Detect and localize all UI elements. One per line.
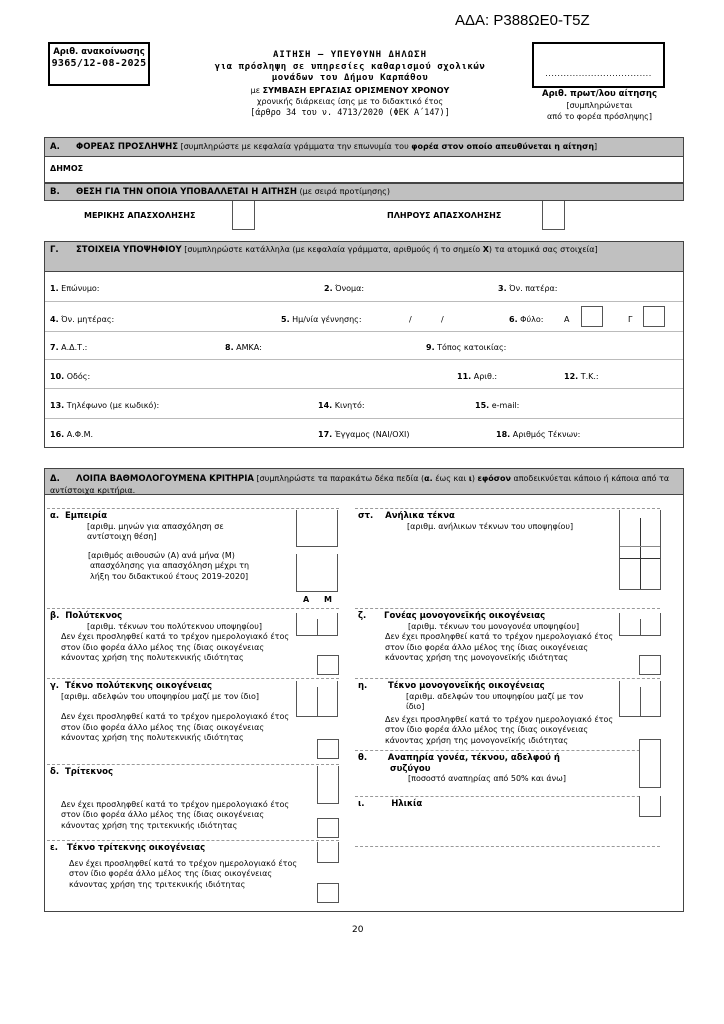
large-family-child-usage-checkbox[interactable] xyxy=(317,739,339,759)
age-box[interactable] xyxy=(639,796,661,817)
col-m-label: Μ xyxy=(324,595,332,604)
three-child-count-box[interactable] xyxy=(317,766,339,804)
field-married[interactable]: 17. Έγγαμος (ΝΑΙ/ΟΧΙ) xyxy=(318,430,410,439)
criterion-e: ε. Τέκνο τρίτεκνης οικογένειας Δεν έχει προσληφθεί κατά το τρέχον ημερολογιακό έτος στον ίδιο φορέα άλλο μέλος της ίδιας οικογένειας κάνοντας χρήση της τριτεκνικής ιδιότητας xyxy=(50,843,298,889)
criterion-b: β. Πολύτεκνος [αριθμ. τέκνων του πολύτεκνου υποψηφίου] Δεν έχει προσληφθεί κατά το τρέχον ημερολογιακό έτος στον ίδιο φορέα άλλο μέλος της ίδιας οικογένειας κάνοντας χρήση της πολυτεκνικής ιδιότητας xyxy=(50,611,290,662)
section-d-header xyxy=(44,468,684,495)
col-a-label: Α xyxy=(303,595,310,604)
single-parent-child-count-box[interactable] xyxy=(619,681,661,717)
section-d-note-mid2: ) xyxy=(471,474,478,483)
option-full-checkbox[interactable] xyxy=(542,201,565,230)
gender-male-label: Α xyxy=(564,315,570,324)
experience-months-box[interactable] xyxy=(296,510,338,547)
criterion-st: στ. Ανήλικα τέκνα [αριθμ. ανήλικων τέκνων του υποψηφίου] xyxy=(358,511,574,531)
section-g-note: [συμπληρώστε κατάλληλα (με κεφαλαία γράμματα, αριθμούς ή το σημείο xyxy=(181,245,483,254)
criteria-box xyxy=(44,494,684,912)
section-g-note-bold: Χ xyxy=(482,245,489,254)
option-partial-checkbox[interactable] xyxy=(232,201,255,230)
field-id-card[interactable]: 7. Α.Δ.Τ.: xyxy=(50,343,88,352)
field-first-name[interactable]: 2. Όνομα: xyxy=(324,284,365,293)
section-g-title: ΣΤΟΙΧΕΙΑ ΥΠΟΨΗΦΙΟΥ xyxy=(76,245,182,255)
protocol-note-1: [συμπληρώνεται xyxy=(566,101,633,110)
field-birth-date[interactable]: 5. Ημ/νία γέννησης: xyxy=(281,315,362,324)
large-family-child-count-box[interactable] xyxy=(296,681,338,717)
section-a-code: Α. xyxy=(50,142,60,152)
field-father-name[interactable]: 3. Όν. πατέρα: xyxy=(498,284,558,293)
gender-female-checkbox[interactable] xyxy=(643,306,665,327)
protocol-number-box[interactable] xyxy=(532,42,665,88)
experience-rooms-box[interactable] xyxy=(296,554,338,592)
minor-children-count-box[interactable] xyxy=(619,510,661,590)
section-g-code: Γ. xyxy=(50,245,59,255)
criterion-g: γ. Τέκνο πολύτεκνης οικογένειας [αριθμ. αδελφών του υποψηφίου μαζί με τον ίδιο] Δεν έχει προσληφθεί κατά το τρέχον ημερολογιακό έτος στον ίδιο φορέα άλλο μέλος της ίδιας οικογένειας κάνοντας χρήση της πολυτεκνικής ιδιότητας xyxy=(50,681,290,742)
section-d-code: Δ. xyxy=(50,474,60,484)
field-postal-code[interactable]: 12. Τ.Κ.: xyxy=(564,372,599,381)
field-surname[interactable]: 1. Επώνυμο: xyxy=(50,284,100,293)
candidate-details-box xyxy=(44,271,684,448)
field-gender: 6. Φύλο: xyxy=(509,315,544,324)
option-partial-label: ΜΕΡΙΚΗΣ ΑΠΑΣΧΟΛΗΣΗΣ xyxy=(84,211,196,220)
field-tax-id[interactable]: 16. Α.Φ.Μ. xyxy=(50,430,94,439)
title-line-3: μονάδων του Δήμου Καρπάθου xyxy=(271,73,429,84)
three-child-usage-checkbox[interactable] xyxy=(317,818,339,838)
field-children-count[interactable]: 18. Αριθμός Τέκνων: xyxy=(496,430,581,439)
title-line-6: [άρθρο 34 του ν. 4713/2020 (ΦΕΚ Α΄147)] xyxy=(250,107,450,118)
field-mobile[interactable]: 14. Κινητό: xyxy=(318,401,365,410)
protocol-note-2: από το φορέα πρόσληψης] xyxy=(547,112,652,121)
section-d-note-b2: ι xyxy=(468,474,472,483)
section-a-title: ΦΟΡΕΑΣ ΠΡΟΣΛΗΨΗΣ xyxy=(76,142,179,152)
section-g-header xyxy=(44,241,684,272)
criterion-d: δ. Τρίτεκνος Δεν έχει προσληφθεί κατά το τρέχον ημερολογιακό έτος στον ίδιο φορέα άλλο μέλος της ίδιας οικογένειας κάνοντας χρήση της τριτεκνικής ιδιότητας xyxy=(50,767,290,830)
section-a-header xyxy=(44,137,684,157)
section-d-note-mid: έως και xyxy=(432,474,469,483)
field-street-number[interactable]: 11. Αριθ.: xyxy=(457,372,498,381)
section-b-note: (με σειρά προτίμησης) xyxy=(296,187,390,196)
section-d-title: ΛΟΙΠΑ ΒΑΘΜΟΛΟΓΟΥΜΕΝΑ ΚΡΙΤΗΡΙΑ xyxy=(76,474,254,484)
three-child-family-count-box[interactable] xyxy=(317,842,339,863)
section-b-header xyxy=(44,183,684,201)
protocol-caption xyxy=(532,89,667,122)
large-family-usage-checkbox[interactable] xyxy=(317,655,339,675)
title-line-1: ΑΙΤΗΣΗ – ΥΠΕΥΘΥΝΗ ΔΗΛΩΣΗ xyxy=(272,50,428,60)
section-a-note-end: ] xyxy=(594,142,598,151)
announcement-number: 9365/12-08-2025 xyxy=(51,58,147,69)
criterion-z: ζ. Γονέας μονογονεϊκής οικογένειας [αριθμ. τέκνων του μονογονέα υποψηφίου] Δεν έχει προσληφθεί κατά το τρέχον ημερολογιακό έτος στον ίδιο φορέα άλλο μέλος της ίδιας οικογένειας κάνοντας χρήση της μονογονεϊκής ιδιότητας xyxy=(358,611,614,662)
protocol-label: Αριθ. πρωτ/λου αίτησης xyxy=(542,89,657,99)
field-email[interactable]: 15. e-mail: xyxy=(475,401,520,410)
section-g-note-end: ) τα ατομικά σας στοιχεία] xyxy=(488,245,598,254)
field-residence[interactable]: 9. Τόπος κατοικίας: xyxy=(426,343,507,352)
section-a-note: [συμπληρώστε με κεφαλαία γράμματα την επωνυμία του xyxy=(178,142,412,151)
three-child-family-usage-checkbox[interactable] xyxy=(317,883,339,903)
section-b-title: ΘΕΣΗ ΓΙΑ ΤΗΝ ΟΠΟΙΑ ΥΠΟΒΑΛΛΕΤΑΙ Η ΑΙΤΗΣΗ xyxy=(76,187,297,197)
field-mother-name[interactable]: 4. Όν. μητέρας: xyxy=(50,315,115,324)
title-line-2: για πρόσληψη σε υπηρεσίες καθαρισμού σχολικών xyxy=(214,61,486,72)
field-street[interactable]: 10. Οδός: xyxy=(50,372,91,381)
section-d-note-b1: α. xyxy=(424,474,433,483)
criterion-a: α. Εμπειρία [αριθμ. μηνών για απασχόληση σε αντίστοιχη θέση] [αριθμός αιθουσών (Α) ανά μήνα (Μ) απασχόλησης για απασχόληση μέχρι τη λήξη του διδακτικού έτους 2019-2020] xyxy=(50,511,250,581)
title-line-4-prefix: με xyxy=(250,85,263,95)
single-parent-usage-checkbox[interactable] xyxy=(639,655,661,675)
section-d-note-end: αποδεικνύεται κάποιο ή κάποια από τα αντίστοιχα κριτήρια. xyxy=(50,474,670,495)
date-separator-1: / xyxy=(409,315,412,324)
large-family-count-box[interactable] xyxy=(296,613,338,636)
title-line-4 xyxy=(180,85,520,97)
field-phone[interactable]: 13. Τηλέφωνο (με κωδικό): xyxy=(50,401,160,410)
employer-field[interactable] xyxy=(44,157,684,183)
section-a-note-bold: φορέα στον οποίο απευθύνεται η αίτηση xyxy=(411,142,595,151)
employer-value: ΔΗΜΟΣ xyxy=(50,164,84,173)
protocol-dots: ................................... xyxy=(545,69,652,78)
criterion-h: η. Τέκνο μονογονεϊκής οικογένειας [αριθμ. αδελφών του υποψηφίου μαζί με τον ίδιο] Δεν έχει προσληφθεί κατά το τρέχον ημερολογιακό έτος στον ίδιο φορέα άλλο μέλος της ίδιας οικογένειας κάνοντας χρήση της μονογονεϊκής ιδιότητας xyxy=(358,681,614,745)
option-full-label: ΠΛΗΡΟΥΣ ΑΠΑΣΧΟΛΗΣΗΣ xyxy=(387,211,502,220)
gender-female-label: Γ xyxy=(628,315,633,324)
disability-box[interactable] xyxy=(639,750,661,788)
document-title xyxy=(180,50,520,120)
field-amka[interactable]: 8. ΑΜΚΑ: xyxy=(225,343,262,352)
section-d-note: [συμπληρώστε τα παρακάτω δέκα πεδία ( xyxy=(253,474,425,483)
section-d-note-b3: εφόσον xyxy=(477,474,511,483)
section-b-code: Β. xyxy=(50,187,60,197)
announcement-label: Αριθ. ανακοίνωσης xyxy=(53,47,145,57)
title-line-4-bold: ΣΥΜΒΑΣΗ ΕΡΓΑΣΙΑΣ ΟΡΙΣΜΕΝΟΥ ΧΡΟΝΟΥ xyxy=(262,85,450,95)
single-parent-count-box[interactable] xyxy=(619,613,661,636)
criterion-i: ι. Ηλικία xyxy=(358,799,423,809)
title-line-5: χρονικής διάρκειας ίσης με το διδακτικό έτος xyxy=(256,97,444,107)
criterion-th: θ. Αναπηρία γονέα, τέκνου, αδελφού ή συζύγου [ποσοστό αναπηρίας από 50% και άνω] xyxy=(358,753,566,783)
ada-code: ΑΔΑ: Ρ388ΩΕ0-Τ5Ζ xyxy=(455,12,590,29)
gender-male-checkbox[interactable] xyxy=(581,306,603,327)
date-separator-2: / xyxy=(441,315,444,324)
page-number: 20 xyxy=(352,925,364,935)
announcement-box xyxy=(48,42,150,86)
